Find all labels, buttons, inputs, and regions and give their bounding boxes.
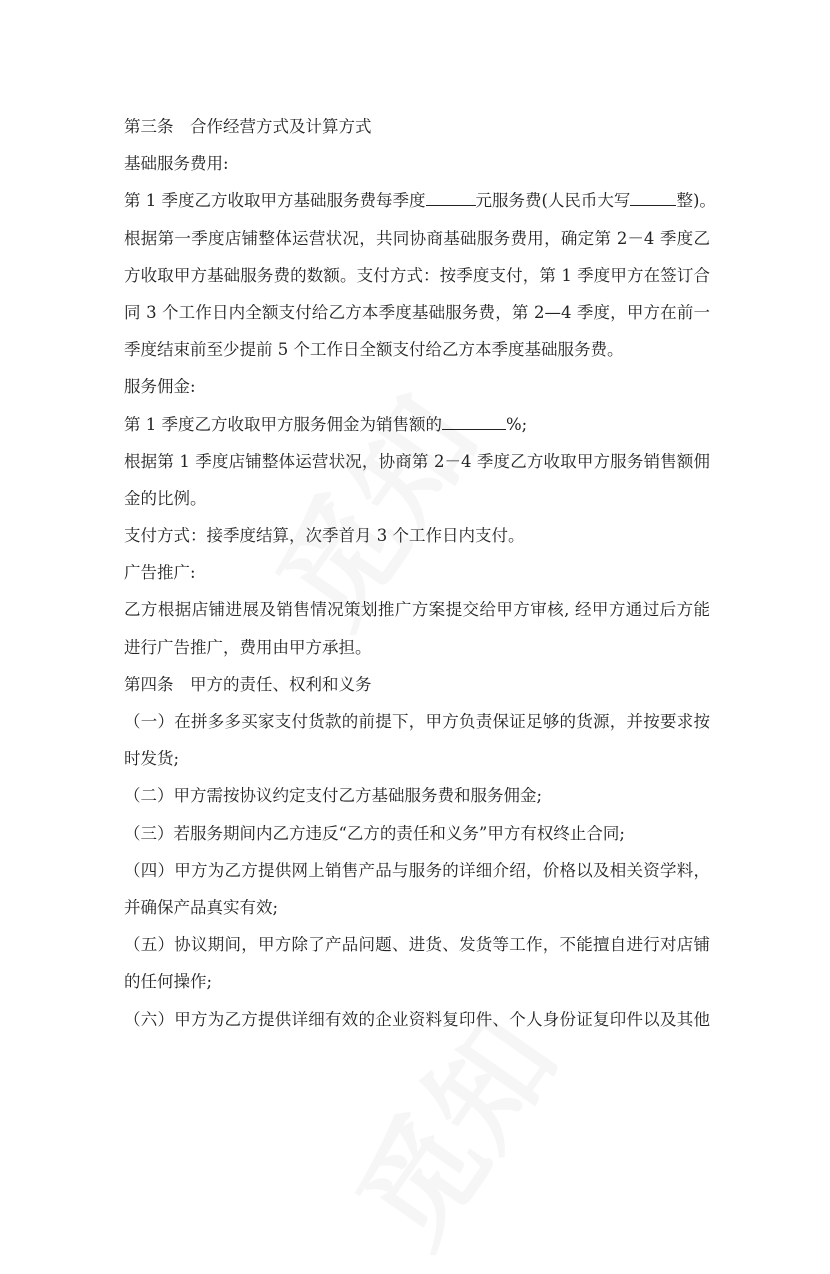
list-item-continued: 并确保产品真实有效;	[124, 897, 279, 917]
paragraph-line: 根据第一季度店铺整体运营状况，共同协商基础服务费用，确定第 2－4 季度乙	[124, 228, 710, 248]
list-item: （四）甲方为乙方提供网上销售产品与服务的详细介绍，价格以及相关资学料，	[124, 860, 710, 880]
paragraph-line: 支付方式：接季度结算，次季首月 3 个工作日内支付。	[124, 526, 525, 546]
section-heading: 第四条 甲方的责任、权利和义务	[124, 674, 372, 694]
paragraph-line	[124, 182, 716, 219]
text: 元服务费(人民币大写	[475, 191, 631, 211]
list-item: （五）协议期间，甲方除了产品问题、进货、发货等工作，不能擅自进行对店铺	[124, 935, 710, 955]
subheading: 基础服务费用:	[124, 154, 229, 174]
paragraph-line: 同 3 个工作日内全额支付给乙方本季度基础服务费，第 2—4 季度，甲方在前一	[124, 302, 710, 322]
list-item: （二）甲方需按协议约定支付乙方基础服务费和服务佣金;	[124, 786, 543, 806]
section-heading: 第三条 合作经营方式及计算方式	[124, 117, 372, 136]
subheading: 广告推广:	[124, 563, 196, 583]
list-item: （一）在拼多多买家支付货款的前提下，甲方负责保证足够的货源，并按要求按	[124, 712, 710, 731]
text: 整)。	[676, 191, 716, 211]
paragraph-line: 季度结束前至少提前 5 个工作日全额支付给乙方本季度基础服务费。	[124, 340, 624, 360]
list-item: （三）若服务期间内乙方违反“乙方的责任和义务”甲方有权终止合同;	[124, 823, 625, 843]
text: %;	[506, 414, 528, 434]
list-item-continued: 时发货;	[124, 749, 180, 769]
list-item: （六）甲方为乙方提供详细有效的企业资料复印件、个人身份证复印件以及其他	[124, 1009, 710, 1029]
document-page	[124, 108, 716, 1038]
text: 第 1 季度乙方收取甲方服务佣金为销售额的	[124, 414, 442, 434]
fill-blank[interactable]	[442, 415, 506, 430]
text: 第 1 季度乙方收取甲方基础服务费每季度	[124, 191, 426, 211]
fill-blank[interactable]	[630, 191, 676, 206]
list-item-continued: 的任何操作;	[124, 972, 213, 992]
paragraph-line: 乙方根据店铺进展及销售情况策划推广方案提交给甲方审核, 经甲方通过后方能	[124, 600, 710, 620]
fill-blank[interactable]	[426, 191, 476, 206]
paragraph-line	[124, 406, 710, 443]
paragraph-line: 进行广告推广，费用由甲方承担。	[124, 637, 372, 657]
subheading: 服务佣金:	[124, 377, 196, 397]
paragraph-line: 方收取甲方基础服务费的数额。支付方式：按季度支付，第 1 季度甲方在签订合	[124, 265, 710, 285]
paragraph-line: 金的比例。	[124, 488, 207, 508]
paragraph-line: 根据第 1 季度店铺整体运营状况，协商第 2－4 季度乙方收取甲方服务销售额佣	[124, 451, 710, 471]
